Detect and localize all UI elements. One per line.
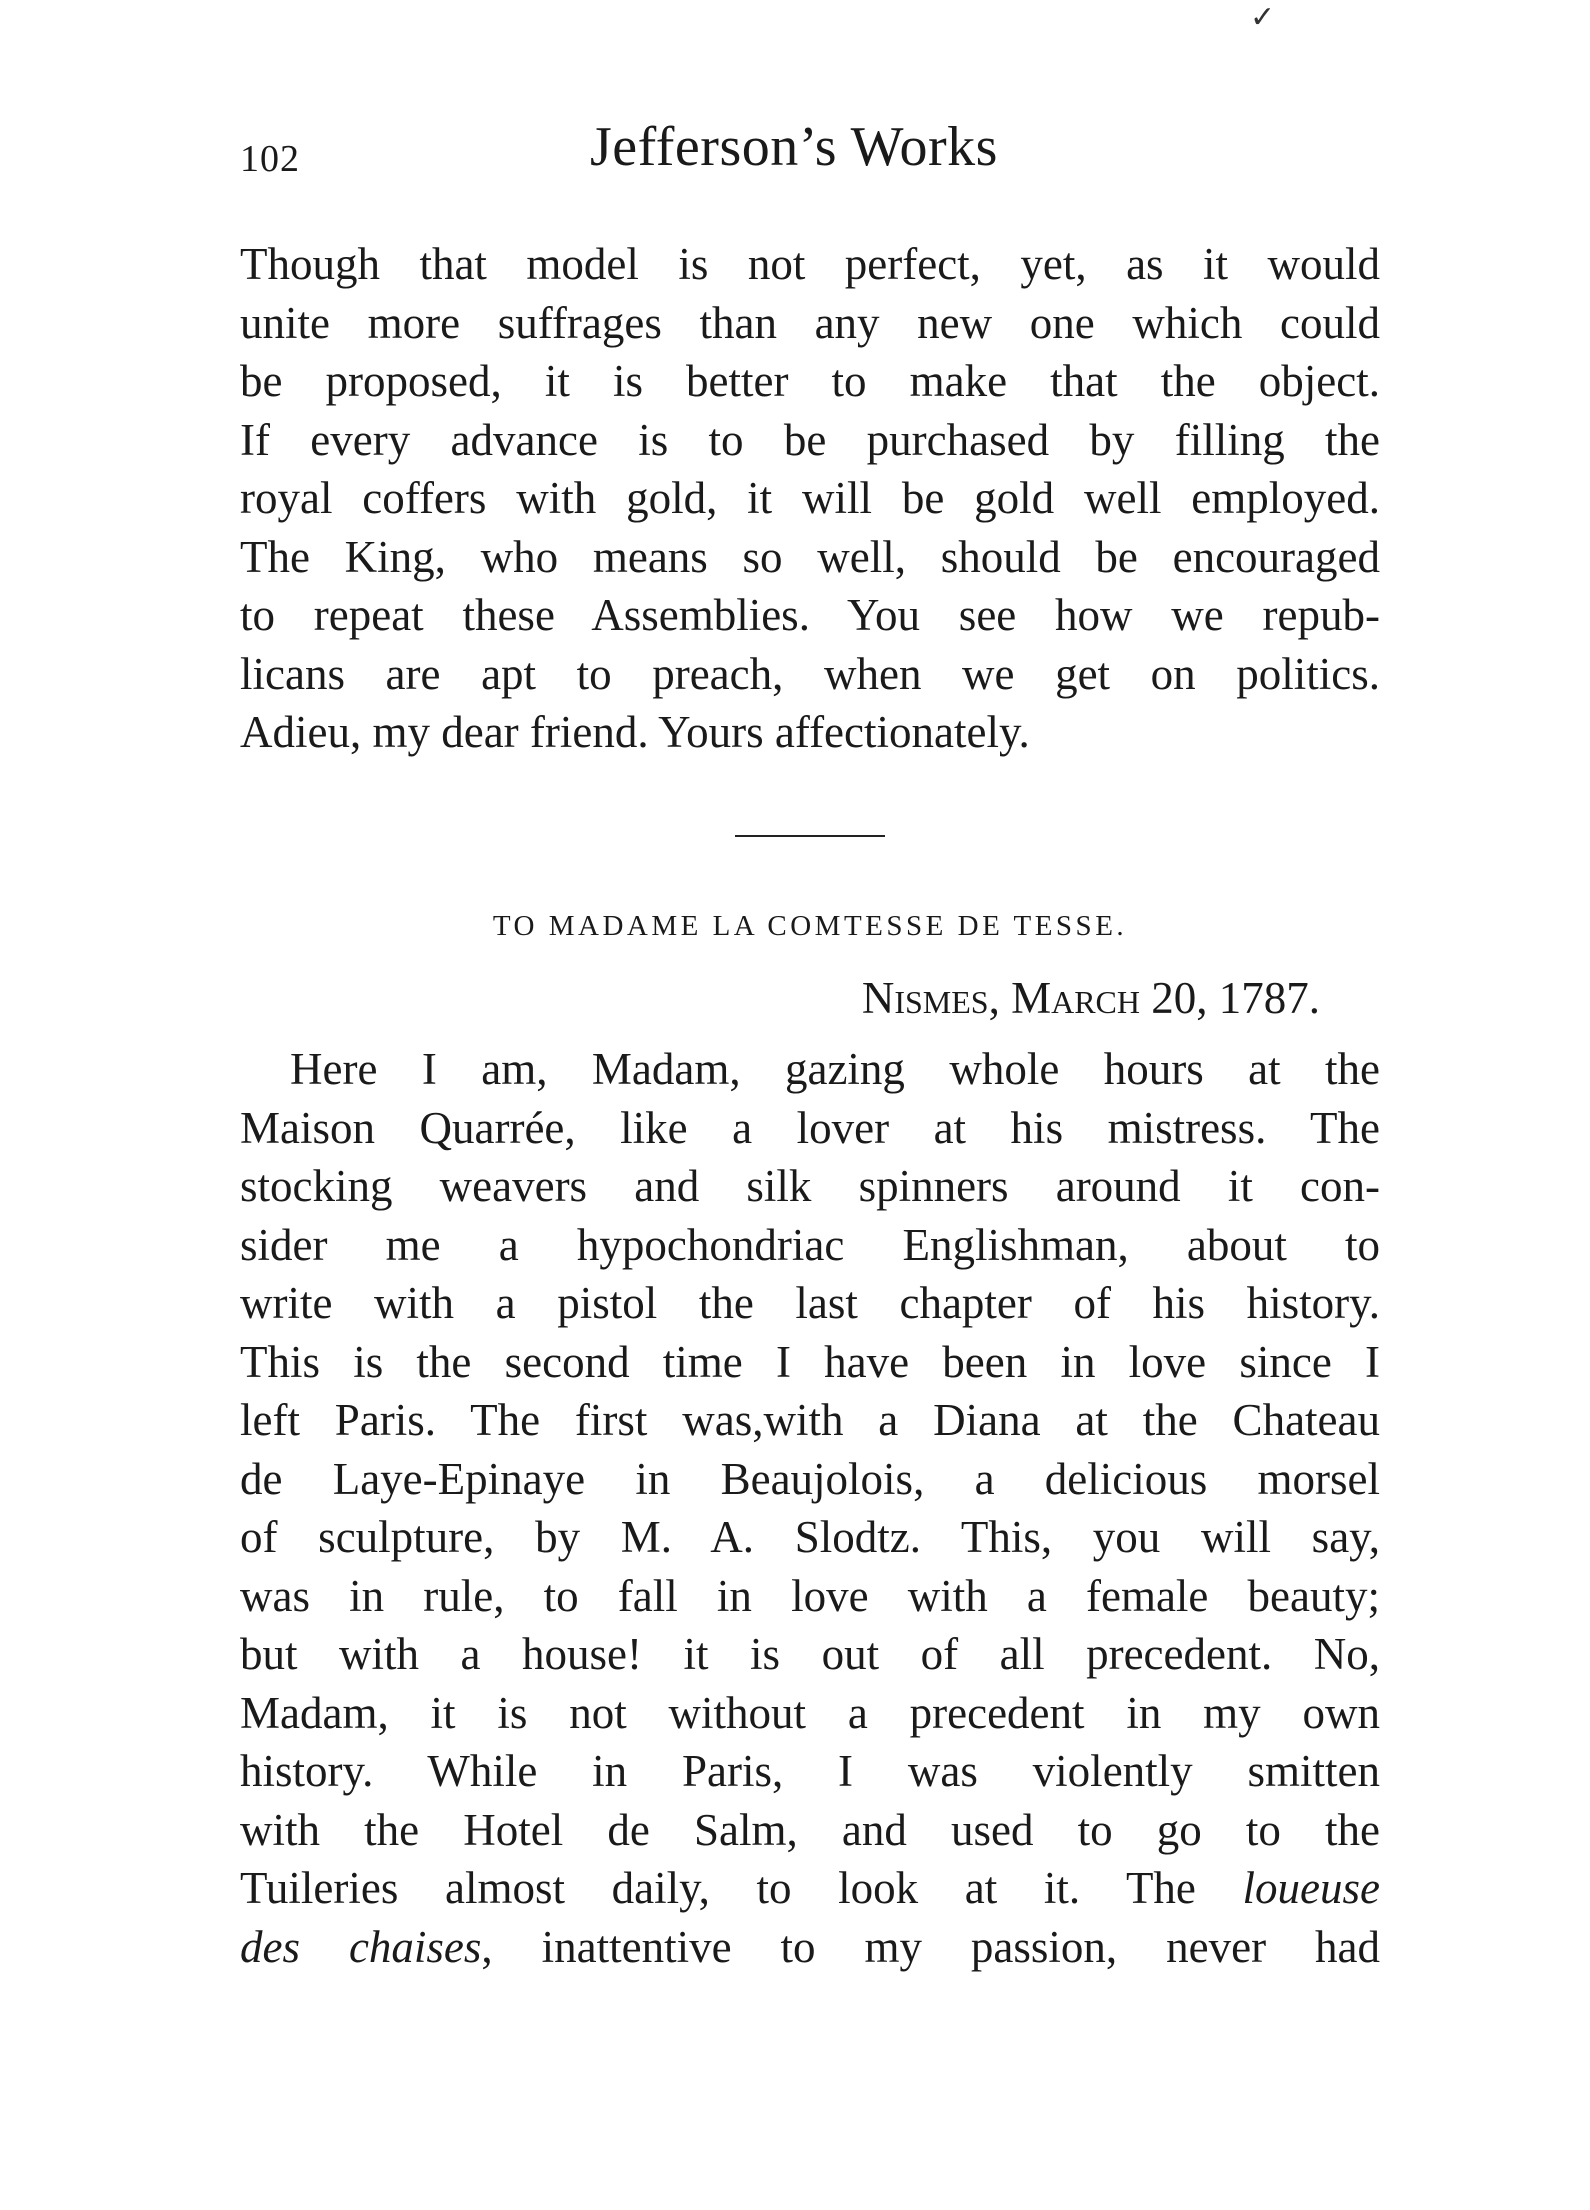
pencil-check-mark: ✓ <box>1250 1 1276 34</box>
dateline-text: Nismes, March 20, 1787. <box>861 973 1320 1023</box>
text-line: Madam, it is not without a precedent in my own <box>240 1687 1380 1738</box>
running-title: Jefferson’s Works <box>590 116 998 178</box>
paragraph-continued <box>240 235 1380 762</box>
text-line: to repeat these Assemblies. You see how we repub- <box>240 590 1380 640</box>
text-line: Here I am, Madam, gazing whole hours at the <box>290 1044 1380 1094</box>
page-number: 102 <box>240 138 300 180</box>
text-line: Maison Quarrée, like a lover at his mistress. The <box>240 1102 1380 1153</box>
text-line: If every advance is to be purchased by filling the <box>240 414 1380 465</box>
text-line: of sculpture, by M. A. Slodtz. This, you will say, <box>240 1512 1380 1562</box>
text-line: was in rule, to fall in love with a female beauty; <box>240 1570 1380 1621</box>
running-head <box>240 115 1380 195</box>
italic-text: des chaises <box>240 1921 482 1972</box>
text-line: be proposed, it is better to make that the object. <box>240 356 1380 406</box>
letter-dateline <box>240 972 1320 1024</box>
text-line: left Paris. The first was,with a Diana at the Chateau <box>240 1395 1380 1445</box>
text-line: but with a house! it is out of all precedent. No, <box>240 1629 1380 1679</box>
text-line: sider me a hypochondriac Englishman, about to <box>240 1219 1380 1270</box>
text-line: unite more suffrages than any new one which could <box>240 297 1380 348</box>
letter-heading: TO MADAME LA COMTESSE DE TESSE. <box>492 910 1128 942</box>
text-segment: , inattentive to my passion, never had <box>481 1921 1380 1972</box>
text-line: royal coffers with gold, it will be gold well employed. <box>240 473 1380 523</box>
text-line: The King, who means so well, should be encouraged <box>240 531 1380 582</box>
italic-text: loueuse <box>1242 1863 1380 1913</box>
text-segment: Tuileries almost daily, to look at it. The <box>240 1863 1196 1913</box>
text-line: licans are apt to preach, when we get on politics. <box>240 648 1380 699</box>
text-line: Adieu, my dear friend. Yours affectionately. <box>240 707 1030 757</box>
text-line: de Laye-Epinaye in Beaujolois, a delicious morsel <box>240 1453 1380 1504</box>
text-line-mixed <box>240 1859 1380 1918</box>
letter-body <box>240 1040 1380 1976</box>
text-line: Though that model is not perfect, yet, as it would <box>240 239 1380 289</box>
text-line: history. While in Paris, I was violently smitten <box>240 1746 1380 1796</box>
text-line-mixed <box>240 1918 1380 1977</box>
text-line: stocking weavers and silk spinners around it con- <box>240 1161 1380 1211</box>
text-line: with the Hotel de Salm, and used to go to the <box>240 1804 1380 1855</box>
section-divider <box>735 835 885 837</box>
text-line: write with a pistol the last chapter of his history. <box>240 1278 1380 1328</box>
text-line: This is the second time I have been in love since I <box>240 1336 1380 1387</box>
